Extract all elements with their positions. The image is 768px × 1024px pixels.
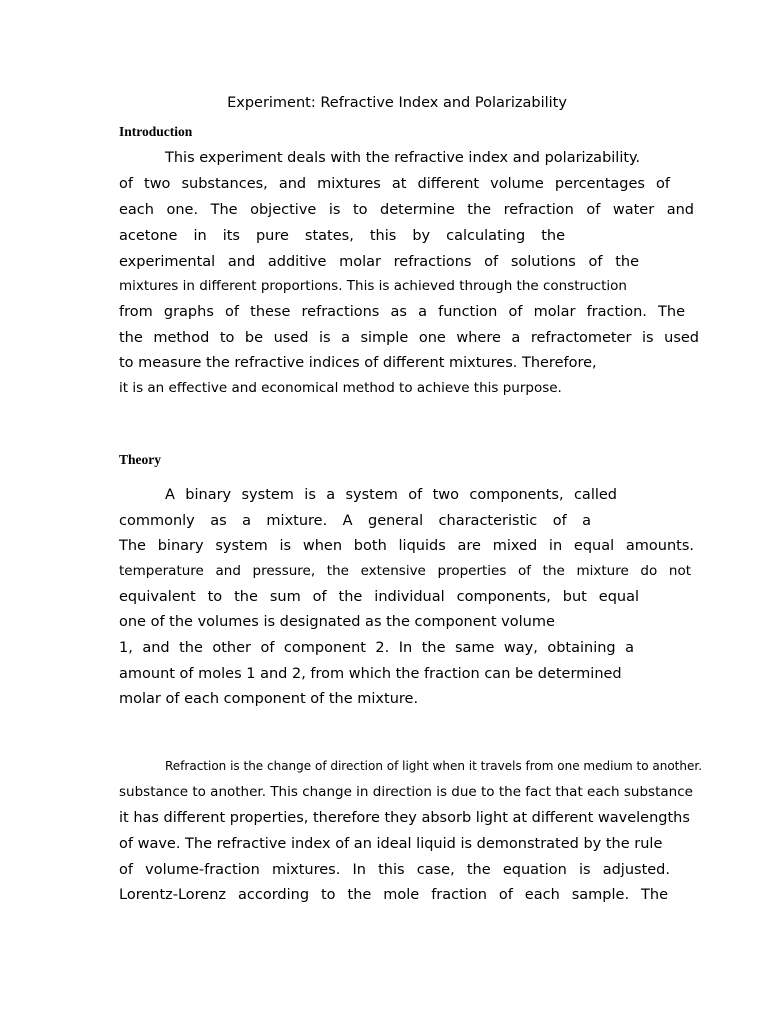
text-line: temperature and pressure, the extensive properties of the mixture do not bbox=[119, 563, 691, 579]
text-line: The binary system is when both liquids are mixed in equal amounts. bbox=[119, 538, 694, 554]
text-line: mixtures in different proportions. This is achieved through the construction bbox=[119, 278, 627, 294]
text-line: This experiment deals with the refractive index and polarizability. bbox=[165, 150, 641, 166]
text-line: commonly as a mixture. A general characteristic of a bbox=[119, 513, 591, 529]
text-line: equivalent to the sum of the individual components, but equal bbox=[119, 589, 639, 605]
text-line: 1, and the other of component 2. In the same way, obtaining a bbox=[119, 640, 634, 656]
text-line: amount of moles 1 and 2, from which the fraction can be determined bbox=[119, 666, 622, 682]
text-line: of volume-fraction mixtures. In this case, the equation is adjusted. bbox=[119, 862, 670, 878]
text-line: experimental and additive molar refractions of solutions of the bbox=[119, 254, 639, 270]
text-line: molar of each component of the mixture. bbox=[119, 691, 419, 707]
text-line: of wave. The refractive index of an ideal liquid is demonstrated by the rule bbox=[119, 836, 663, 852]
text-line: one of the volumes is designated as the component volume bbox=[119, 614, 555, 630]
text-line: from graphs of these refractions as a function of molar fraction. The bbox=[119, 304, 685, 320]
text-line: each one. The objective is to determine the refraction of water and bbox=[119, 202, 694, 218]
text-line: Refraction is the change of direction of light when it travels from one medium to another. bbox=[165, 759, 703, 773]
text-line: Lorentz-Lorenz according to the mole fraction of each sample. The bbox=[119, 887, 668, 903]
introduction-heading: Introduction bbox=[119, 124, 193, 139]
text-line: of two substances, and mixtures at different volume percentages of bbox=[119, 176, 670, 192]
text-line: the method to be used is a simple one where a refractometer is used bbox=[119, 330, 699, 346]
text-line: to measure the refractive indices of different mixtures. Therefore, bbox=[119, 355, 597, 371]
text-line: it is an effective and economical method to achieve this purpose. bbox=[119, 380, 562, 396]
text-line: substance to another. This change in direction is due to the fact that each substance bbox=[119, 784, 693, 800]
theory-heading: Theory bbox=[119, 452, 161, 467]
text-line: it has different properties, therefore they absorb light at different wavelengths bbox=[119, 810, 690, 826]
text-line: A binary system is a system of two components, called bbox=[165, 487, 617, 503]
document-title: Experiment: Refractive Index and Polarizability bbox=[227, 95, 567, 111]
text-line: acetone in its pure states, this by calculating the bbox=[119, 228, 565, 244]
